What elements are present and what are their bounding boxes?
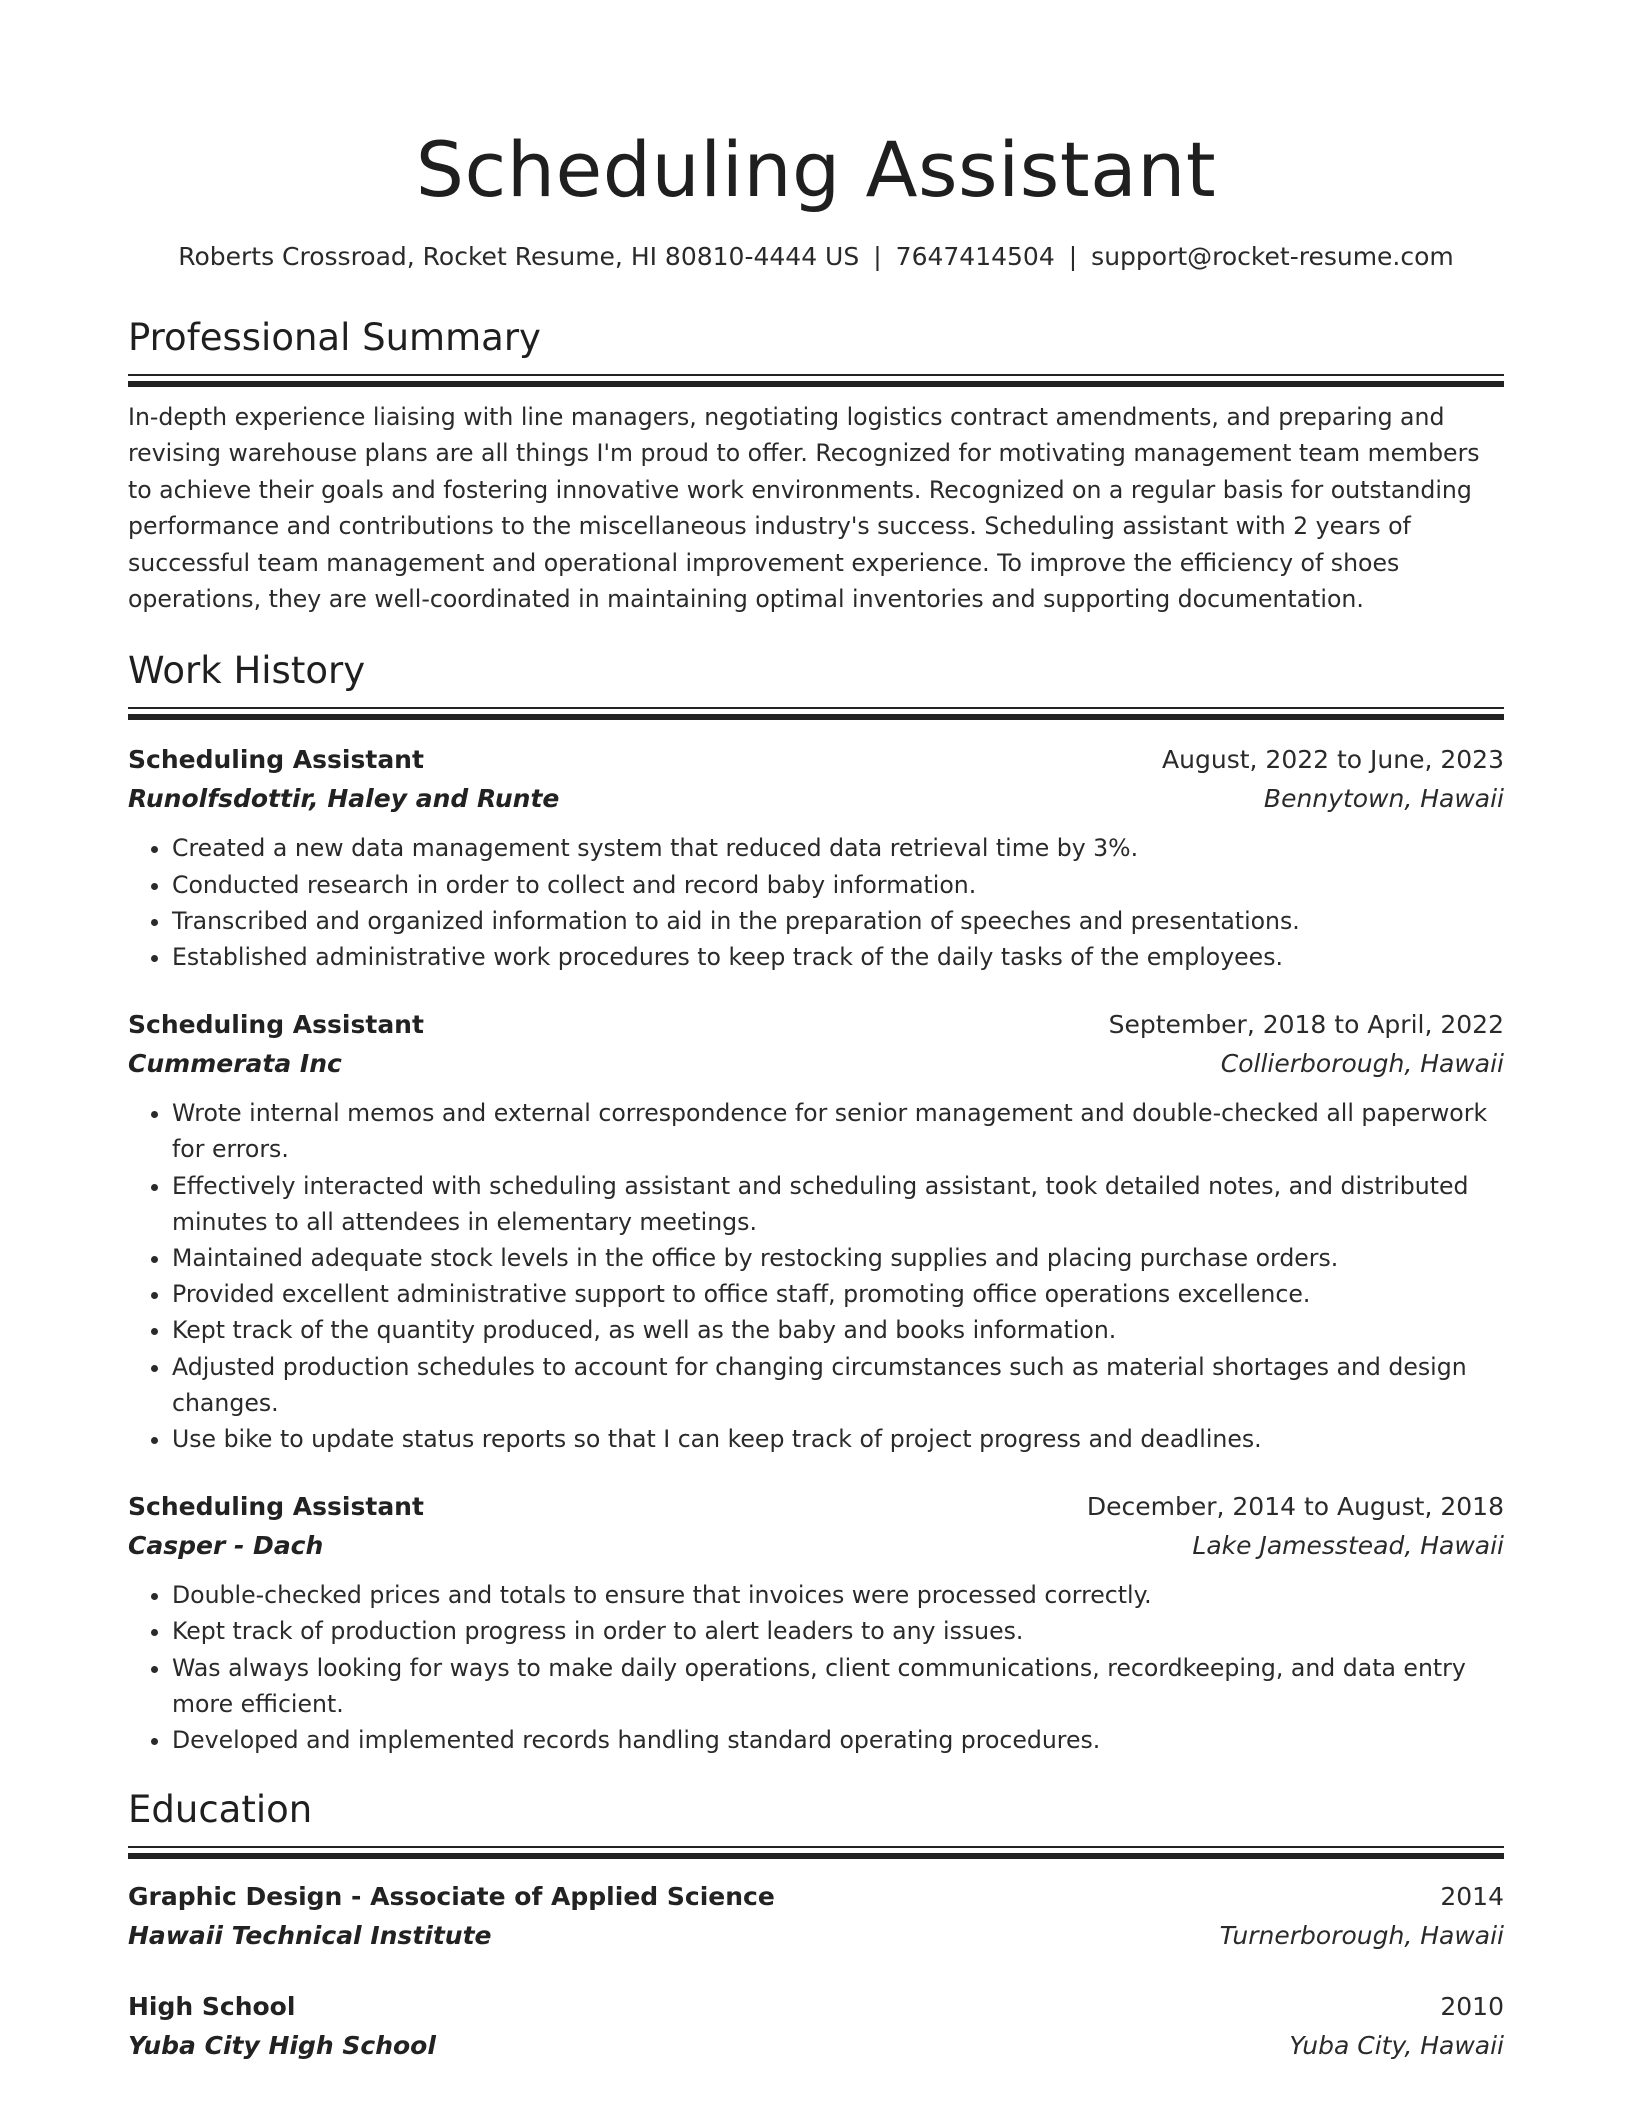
job-entry bbox=[128, 740, 1504, 975]
education-location: Turnerborough, Hawaii bbox=[1219, 1921, 1504, 1951]
job-bullets bbox=[128, 1577, 1504, 1758]
list-item: • Wrote internal memos and external correspondence for senior management and double-checked all paperwork for errors. bbox=[172, 1095, 1504, 1167]
list-item: • Established administrative work procedures to keep track of the daily tasks of the employees. bbox=[172, 939, 1504, 975]
list-item: • Double-checked prices and totals to ensure that invoices were processed correctly. bbox=[172, 1577, 1504, 1613]
section-divider bbox=[128, 1846, 1504, 1859]
education-year: 2010 bbox=[1440, 1992, 1504, 2022]
list-item: • Created a new data management system that reduced data retrieval time by 3%. bbox=[172, 830, 1504, 866]
job-bullets bbox=[128, 830, 1504, 975]
education-school-row bbox=[128, 1917, 1504, 1955]
section-divider bbox=[128, 707, 1504, 720]
education-school: Hawaii Technical Institute bbox=[128, 1921, 492, 1951]
resume-page bbox=[128, 0, 1504, 2065]
education-entry bbox=[128, 1987, 1504, 2065]
job-company: Casper - Dach bbox=[128, 1531, 324, 1561]
contact-email: support@rocket-resume.com bbox=[1091, 242, 1454, 271]
education-section-title: Education bbox=[128, 1788, 313, 1832]
list-item: • Kept track of production progress in order to alert leaders to any issues. bbox=[172, 1613, 1504, 1649]
job-role: Scheduling Assistant bbox=[128, 1492, 424, 1522]
job-header-row bbox=[128, 1487, 1504, 1527]
education-school-row bbox=[128, 2027, 1504, 2065]
education-header-row bbox=[128, 1877, 1504, 1917]
work-section-title: Work History bbox=[128, 649, 366, 693]
job-location: Bennytown, Hawaii bbox=[1263, 784, 1504, 814]
list-item: • Was always looking for ways to make daily operations, client communications, recordkeeping, and data entry more efficient. bbox=[172, 1650, 1504, 1722]
education-section-header bbox=[128, 1786, 1504, 1859]
list-item: • Provided excellent administrative support to office staff, promoting office operations excellence. bbox=[172, 1276, 1504, 1312]
job-company: Runolfsdottir, Haley and Runte bbox=[128, 784, 560, 814]
job-entry bbox=[128, 1005, 1504, 1457]
list-item: • Transcribed and organized information to aid in the preparation of speeches and presentations. bbox=[172, 903, 1504, 939]
education-school: Yuba City High School bbox=[128, 2031, 436, 2061]
job-location: Collierborough, Hawaii bbox=[1220, 1049, 1504, 1079]
job-company-row bbox=[128, 1045, 1504, 1083]
job-company-row bbox=[128, 1527, 1504, 1565]
contact-phone: 7647414504 bbox=[895, 242, 1055, 271]
job-bullets bbox=[128, 1095, 1504, 1457]
job-role: Scheduling Assistant bbox=[128, 1010, 424, 1040]
summary-text: In-depth experience liaising with line managers, negotiating logistics contract amendments, and preparing and revising warehouse plans are all things I'm proud to offer. Recognized for motivating management team members to achieve their goals and fostering innovative work environments. Recognized on a regular basis for outstanding performance and contributions to the miscellaneous industry's success. Scheduling assistant with 2 years of successful team management and operational improvement experience. To improve the efficiency of shoes operations, they are well-coordinated in maintaining optimal inventories and supporting documentation. bbox=[128, 403, 1480, 614]
job-dates: December, 2014 to August, 2018 bbox=[1086, 1492, 1504, 1522]
job-location: Lake Jamesstead, Hawaii bbox=[1192, 1531, 1504, 1561]
summary-section-title: Professional Summary bbox=[128, 316, 541, 359]
list-item: • Effectively interacted with scheduling assistant and scheduling assistant, took detailed notes, and distributed minutes to all attendees in elementary meetings. bbox=[172, 1168, 1504, 1240]
contact-address: Roberts Crossroad, Rocket Resume, HI 80810-4444 US bbox=[178, 242, 860, 271]
job-header-row bbox=[128, 1005, 1504, 1045]
contact-line bbox=[128, 240, 1504, 274]
section-divider bbox=[128, 374, 1504, 387]
summary-section-header bbox=[128, 314, 1504, 387]
job-dates: September, 2018 to April, 2022 bbox=[1108, 1010, 1504, 1040]
education-entry bbox=[128, 1877, 1504, 1955]
job-entry bbox=[128, 1487, 1504, 1758]
list-item: • Conducted research in order to collect and record baby information. bbox=[172, 867, 1504, 903]
work-section-header bbox=[128, 647, 1504, 720]
contact-separator: | bbox=[1068, 242, 1078, 271]
job-company: Cummerata Inc bbox=[128, 1049, 342, 1079]
job-role: Scheduling Assistant bbox=[128, 745, 424, 775]
list-item: • Adjusted production schedules to account for changing circumstances such as material shortages and design changes. bbox=[172, 1349, 1504, 1421]
job-header-row bbox=[128, 740, 1504, 780]
candidate-name: Scheduling Assistant bbox=[415, 125, 1217, 214]
list-item: • Use bike to update status reports so that I can keep track of project progress and deadlines. bbox=[172, 1421, 1504, 1457]
job-dates: August, 2022 to June, 2023 bbox=[1162, 745, 1504, 775]
contact-separator: | bbox=[873, 242, 882, 271]
education-year: 2014 bbox=[1440, 1882, 1504, 1912]
education-degree: Graphic Design - Associate of Applied Science bbox=[128, 1882, 775, 1912]
list-item: • Kept track of the quantity produced, as well as the baby and books information. bbox=[172, 1312, 1504, 1348]
list-item: • Developed and implemented records handling standard operating procedures. bbox=[172, 1722, 1504, 1758]
education-header-row bbox=[128, 1987, 1504, 2027]
education-location: Yuba City, Hawaii bbox=[1289, 2031, 1504, 2061]
job-company-row bbox=[128, 780, 1504, 818]
education-degree: High School bbox=[128, 1992, 296, 2022]
list-item: • Maintained adequate stock levels in the office by restocking supplies and placing purchase orders. bbox=[172, 1240, 1504, 1276]
